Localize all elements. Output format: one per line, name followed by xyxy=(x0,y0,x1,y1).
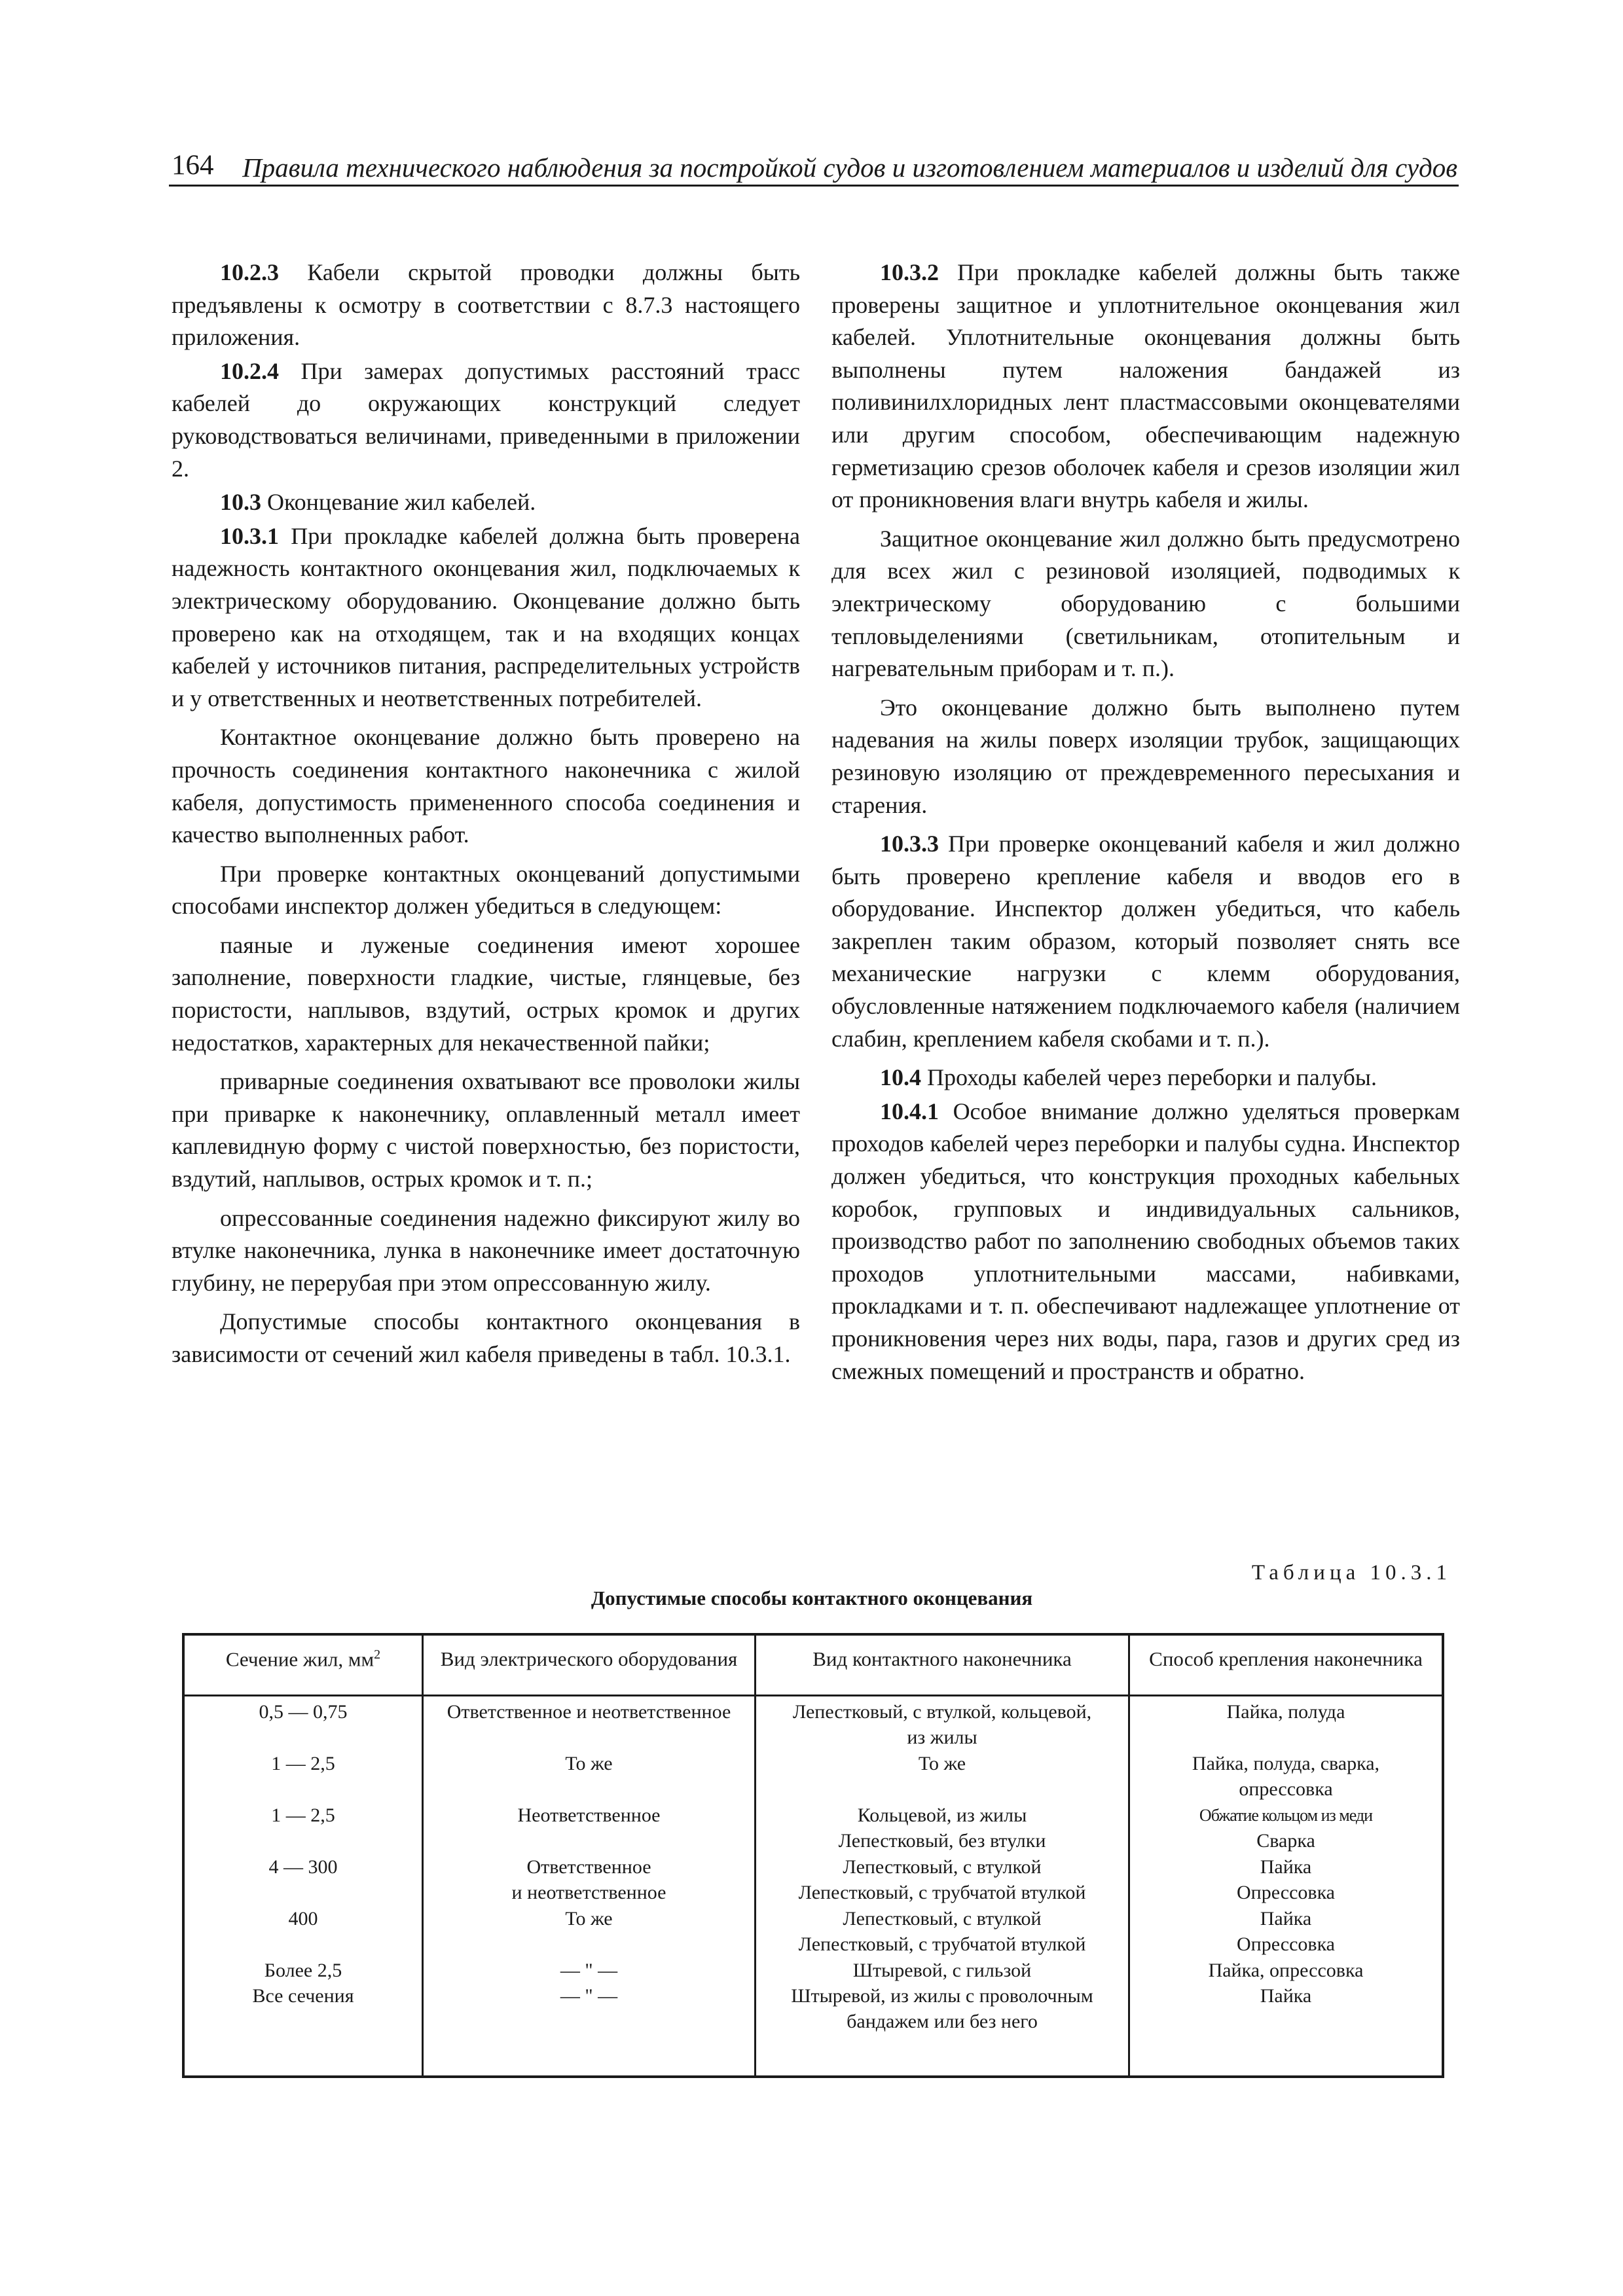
paragraph: 10.2.3 Кабели скрытой проводки должны быть предъявлены к осмотру в соответствии с 8.7.3 настоящего приложения. xyxy=(172,259,800,351)
table-label: Таблица 10.3.1 xyxy=(1251,1561,1451,1585)
table-cell: Пайка, полуда xyxy=(1226,1701,1345,1723)
paragraph: 10.4.1 Особое внимание должно уделяться проверкам проходов кабелей через переборки и палубы судна. Инспектор должен убедиться, что конструкция проходных кабельных коробок, групповых и индивидуальных сальников, производство работ по заполнению свободных объемов таких проходов уплотнительными массами, набивками, прокладками и т. п. обеспечивают надлежащее уплотнение от проникновения через них воды, пара, газов и других сред из смежных помещений и пространств и обратно. xyxy=(831,1098,1460,1384)
section-heading: 10.3 Оконцевание жил кабелей. xyxy=(220,489,536,516)
table-header-cell: Вид электрического оборудования xyxy=(440,1647,738,1670)
paragraph: приварные соединения охватывают все проволоки жилы при приварке к наконечнику, оплавленный металл имеет каплевидную форму с чистой поверхностью, без пористости, вздутий, наплывов, острых кромок и т. п.; xyxy=(172,1068,800,1193)
table-header-cell: Сечение жил, $мм^2$ xyxy=(225,1647,381,1671)
table-cell: Ответственное и неответственное xyxy=(447,1701,731,1723)
table-cell: Кольцевой, из жилы xyxy=(857,1804,1027,1826)
table-header-cell: Способ крепления наконечника xyxy=(1149,1647,1423,1670)
table-cell: Лепестковый, с трубчатой втулкой xyxy=(798,1882,1086,1903)
paragraph: 10.3.1 При прокладке кабелей должна быть проверена надежность контактного оконцевания жил, подключаемых к электрическому оборудованию. Оконцевание должно быть проверено как на отходящем, так и на входящих концах кабелей у источников питания, распределительных устройств и у ответственных и неответственных потребителей. xyxy=(172,522,800,711)
table-cell: Обжатие кольцом из меди xyxy=(1199,1806,1373,1825)
table-cell: Сварка xyxy=(1256,1830,1315,1852)
table-cell: Пайка xyxy=(1260,1985,1312,2007)
table-cell: Лепестковый, с втулкой, кольцевой, xyxy=(792,1701,1092,1723)
table-cell: бандажем или без него xyxy=(847,2011,1038,2032)
table-header-cell: Вид контактного наконечника xyxy=(812,1647,1072,1670)
paragraph: 10.2.4 При замерах допустимых расстояний трасс кабелей до окружающих конструкций следует руководствоваться величинами, приведенными в приложении 2. xyxy=(172,357,800,482)
table-cell: из жилы xyxy=(907,1727,977,1748)
table-cell: То же xyxy=(565,1753,613,1774)
table-cell: 1 — 2,5 xyxy=(271,1804,335,1826)
table-cell: Пайка xyxy=(1260,1856,1312,1878)
table-cell: Пайка xyxy=(1260,1908,1312,1929)
table-cell: 4 — 300 xyxy=(268,1856,338,1878)
paragraph: 10.3.2 При прокладке кабелей должны быть также проверены защитное и уплотнительное оконцевания жил кабелей. Уплотнительные оконцевания должны быть выполнены путем наложения бандажей из поливинилхлоридных лент пластмассовыми оконцевателями или другим способом, обеспечивающим надежную герметизацию срезов оболочек кабеля и срезов изоляции жил от проникновения влаги внутрь кабеля и жилы. xyxy=(831,259,1460,513)
table-cell: — " — xyxy=(560,1960,618,1981)
paragraph: Контактное оконцевание должно быть проверено на прочность соединения контактного наконечника с жилой кабеля, допустимость примененного способа соединения и качество выполненных работ. xyxy=(172,724,800,848)
table-cell: Более 2,5 xyxy=(264,1960,342,1981)
right-column xyxy=(831,257,1460,1389)
paragraph: опрессованные соединения надежно фиксируют жилу во втулке наконечника, лунка в наконечнике имеет достаточную глубину, не перерубая при этом опрессованную жилу. xyxy=(172,1204,800,1296)
left-column xyxy=(172,257,800,1372)
paragraph: паяные и луженые соединения имеют хорошее заполнение, поверхности гладкие, чистые, глянцевые, без пористости, наплывов, вздутий, острых кромок и других недостатков, характерных для некачественной пайки; xyxy=(172,931,800,1056)
paragraph: Защитное оконцевание жил должно быть предусмотрено для всех жил с резиновой изоляцией, подводимых к электрическому оборудованию с большими тепловыделениями (светильникам, отопительным и нагревательным приборам и т. п.). xyxy=(831,525,1460,682)
table-cell: Ответственное xyxy=(526,1856,651,1878)
table-cell: Лепестковый, с втулкой xyxy=(843,1908,1042,1929)
table-cell: Все сечения xyxy=(252,1985,354,2007)
table-cell: 1 — 2,5 xyxy=(271,1753,335,1774)
table-title: Допустимые способы контактного оконцевания xyxy=(591,1587,1033,1609)
paragraph: Это оконцевание должно быть выполнено путем надевания на жилы поверх изоляции трубок, защищающих резиновую изоляцию от преждевременного пересыхания и старения. xyxy=(831,694,1460,818)
paragraph: Допустимые способы контактного оконцевания в зависимости от сечений жил кабеля приведены в табл. 10.3.1. xyxy=(172,1308,800,1367)
table-cell: Пайка, опрессовка xyxy=(1208,1960,1364,1981)
table-cell: Лепестковый, с трубчатой втулкой xyxy=(798,1933,1086,1955)
page-header xyxy=(169,145,1459,187)
table-cell: То же xyxy=(918,1753,966,1774)
section-heading: 10.4 Проходы кабелей через переборки и палубы. xyxy=(880,1064,1377,1091)
page-number: 164 xyxy=(172,150,214,181)
table-cell: Лепестковый, без втулки xyxy=(838,1830,1046,1852)
paragraph: При проверке контактных оконцеваний допустимыми способами инспектор должен убедиться в следующем: xyxy=(172,860,800,920)
table-cell: Лепестковый, с втулкой xyxy=(843,1856,1042,1878)
table-cell: Штыревой, из жилы с проволочным xyxy=(791,1985,1093,2007)
table-cell: — " — xyxy=(560,1985,618,2007)
table-cell: опрессовка xyxy=(1239,1778,1333,1800)
table-cell: То же xyxy=(565,1908,613,1929)
table-cell: Пайка, полуда, сварка, xyxy=(1192,1753,1380,1774)
table-cell: Опрессовка xyxy=(1236,1933,1335,1955)
header-divider xyxy=(185,1695,1442,1696)
table-cell: 0,5 — 0,75 xyxy=(259,1701,348,1723)
data-table xyxy=(182,1633,1444,2078)
table-cell: Штыревой, с гильзой xyxy=(852,1960,1032,1981)
running-title: Правила технического наблюдения за постройкой судов и изготовлением материалов и изделий для судов xyxy=(242,152,1457,183)
table-cell: Неответственное xyxy=(517,1804,661,1826)
paragraph: 10.3.3 При проверке оконцеваний кабеля и жил должно быть проверено крепление кабеля и вводов его в оборудование. Инспектор должен убедиться, что кабель закреплен таким образом, который позволяет снять все механические нагрузки с клемм оборудования, обусловленные натяжением подключаемого кабеля (наличием слабин, креплением кабеля скобами и т. п.). xyxy=(831,831,1460,1052)
table-cell: и неответственное xyxy=(511,1882,666,1903)
table-cell: Опрессовка xyxy=(1236,1882,1335,1903)
table-cell: 400 xyxy=(288,1908,318,1929)
